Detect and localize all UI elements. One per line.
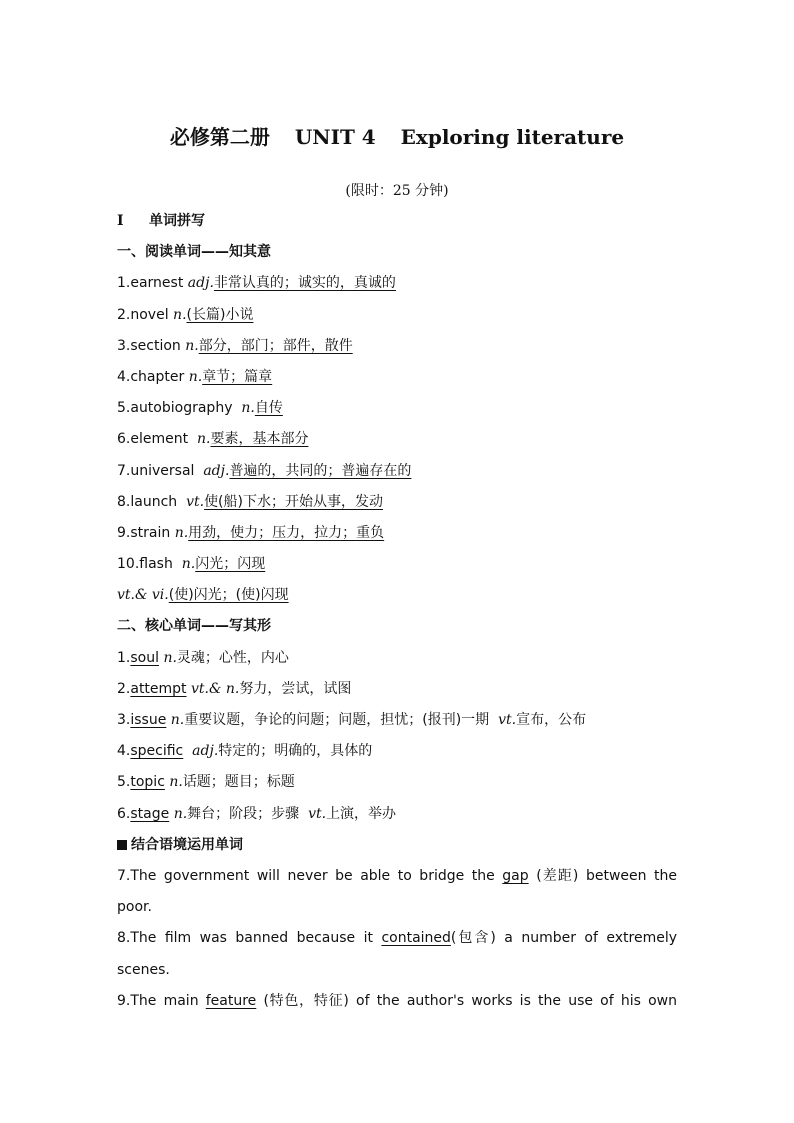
answer-meaning: 自传 [254,400,283,417]
spelling-item: 3.issue n.重要议题，争论的问题；问题，担忧；(报刊)一期 vt.宣布，公布 [117,712,587,728]
section-heading [117,206,677,237]
spelling-item: 1.soul n.灵魂；心性，内心 [117,649,289,666]
title-unit: UNIT 4 [294,125,376,149]
answer-meaning: (使)闪光；(使)闪现 [168,587,289,604]
answer-meaning: 闪光；闪现 [195,556,266,573]
section-numeral: Ⅰ [117,213,124,229]
title-topic: Exploring literature [400,125,625,149]
answer-meaning: 非常认真的；诚实的，真诚的 [213,275,396,292]
vocab-item: 7.universal adj.普遍的，共同的；普遍存在的 [117,462,412,479]
answer-word: soul [130,649,159,666]
answer-meaning: 部分，部门；部件，散件 [198,337,353,354]
sentence-item: 7.The government will never be able to bridge the gap (差距) between the [117,867,677,884]
part-b-heading: 二、核心单词——写其形 [117,618,271,635]
vocab-item: 5.autobiography n.自传 [117,400,283,417]
spelling-item: 5.topic n.话题；题目；标题 [117,774,295,791]
spelling-item: 6.stage n.舞台；阶段；步骤 vt.上演，举办 [117,805,397,822]
time-limit: (限时：25 分钟) [345,183,449,199]
answer-word: contained [381,930,451,947]
vocab-item: 6.element n.要素，基本部分 [117,431,309,448]
spelling-item: 4.specific adj.特定的；明确的，具体的 [117,743,373,760]
spelling-item: 2.attempt vt.& n.努力，尝试，试图 [117,680,352,697]
sentence-item: 9.The main feature (特色，特征) of the author's works is the use of his own [117,992,677,1009]
answer-meaning: 用劲，使力；压力，拉力；重负 [188,524,385,541]
exercise-content [117,206,677,1017]
title-book: 必修第二册 [169,125,270,149]
answer-word: issue [130,712,167,728]
answer-word: topic [130,774,165,791]
answer-word: specific [130,743,184,760]
vocab-item: 2.novel n.(长篇)小说 [117,306,254,323]
answer-meaning: (长篇)小说 [186,306,254,323]
page-title [0,121,794,150]
answer-word: gap [502,867,529,884]
vocab-item: 3.section n.部分，部门；部件，散件 [117,337,353,354]
answer-meaning: 章节；篇章 [202,368,273,385]
vocab-item: 10.flash n.闪光；闪现 [117,556,266,573]
vocab-item: 1.earnest adj.非常认真的；诚实的，真诚的 [117,275,396,292]
square-bullet-icon [117,840,127,850]
vocab-item: 8.launch vt.使(船)下水；开始从事，发动 [117,493,383,510]
sentence-item: 8.The film was banned because it contained(包含) a number of extremely [117,930,677,947]
answer-word: attempt [130,680,187,697]
vocab-item: 9.strain n.用劲，使力；压力，拉力；重负 [117,524,385,541]
sentence-continuation: scenes. [117,961,170,978]
vocab-item-extra: vt.& vi.(使)闪光；(使)闪现 [117,587,289,604]
sentence-continuation: poor. [117,899,152,916]
answer-word: feature [205,992,257,1009]
part-a-heading: 一、阅读单词——知其意 [117,244,271,261]
answer-meaning: 使(船)下水；开始从事，发动 [204,493,383,510]
answer-word: stage [130,805,170,822]
part-c-heading: 结合语境运用单词 [117,830,677,861]
answer-meaning: 普遍的，共同的；普遍存在的 [229,462,412,479]
answer-meaning: 要素，基本部分 [210,431,309,448]
section-label: 单词拼写 [149,213,205,229]
vocab-item: 4.chapter n.章节；篇章 [117,368,273,385]
